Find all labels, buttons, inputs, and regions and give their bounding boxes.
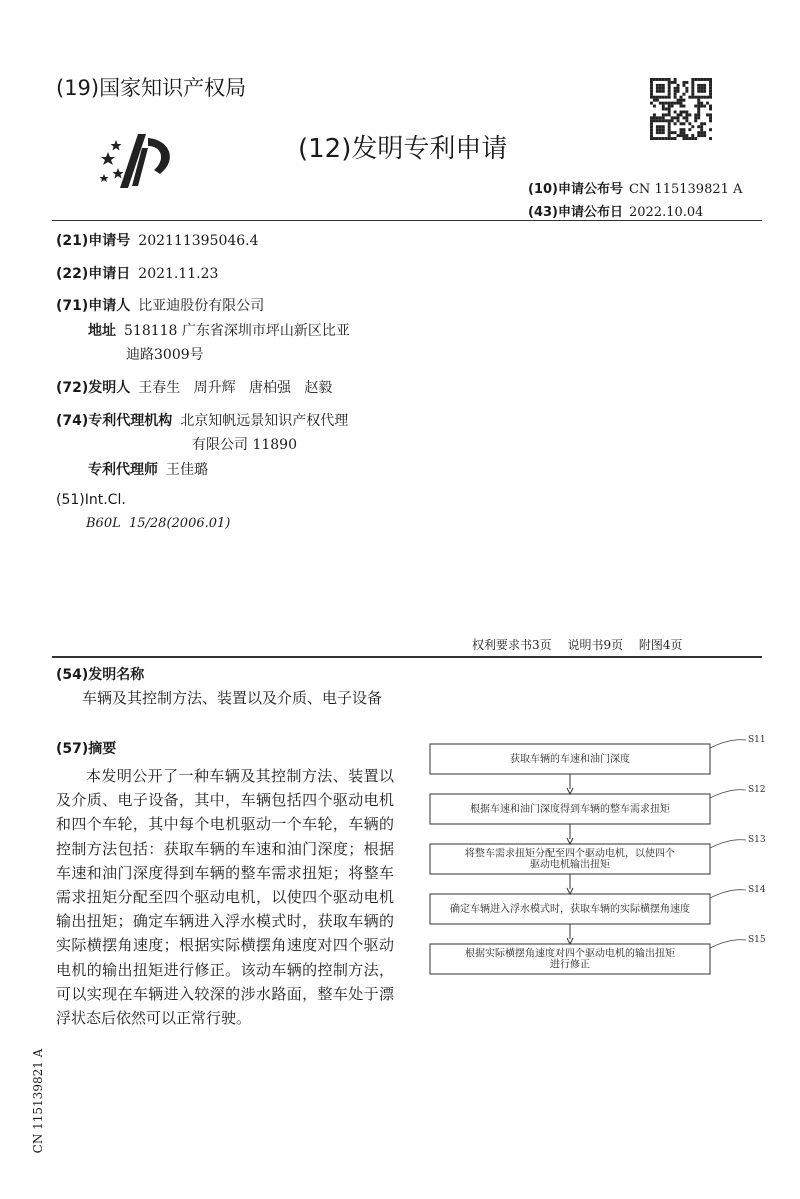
side-publication-number-text: CN 115139821 A [31, 1048, 45, 1154]
flowchart-step-id: S15 [748, 935, 766, 945]
int-cl-label: (51)Int.Cl. [56, 492, 126, 508]
flowchart-step-s12 [430, 785, 766, 824]
invention-title: 车辆及其控制方法、装置以及介质、电子设备 [82, 689, 383, 707]
publication-number-row [528, 178, 742, 197]
applicant-label: (71)申请人 [56, 298, 131, 314]
title-label: (54)发明名称 [56, 667, 145, 683]
flowchart-box-text: 获取车辆的车速和油门深度 [510, 754, 630, 765]
flowchart-box-text: 根据实际横摆角速度对四个驱动电机的输出扭矩 [465, 948, 675, 960]
section-divider [52, 656, 762, 658]
flowchart-box-text: 驱动电机输出扭矩 [530, 859, 610, 871]
flowchart-arrow [567, 824, 573, 844]
flowchart-leader-line [710, 890, 746, 898]
flowchart-box-text: 进行修正 [550, 959, 590, 971]
flowchart-step-id: S12 [748, 785, 766, 795]
int-cl-row [56, 492, 134, 508]
document-type: (12)发明专利申请 [298, 134, 508, 164]
office-name: (19)国家知识产权局 [56, 76, 247, 100]
inventors-row [56, 377, 332, 397]
flowchart-box-text: 确定车辆进入浮水模式时，获取车辆的实际横摆角速度 [450, 904, 690, 915]
flowchart-step-s15 [430, 935, 766, 974]
flowchart-step-s13 [430, 835, 766, 874]
abstract-label: (57)摘要 [56, 741, 117, 757]
flowchart-step-s11 [430, 735, 766, 774]
application-number-row [56, 230, 259, 250]
applicant-row [56, 295, 264, 315]
address-row [88, 320, 350, 340]
header-divider [52, 220, 762, 221]
agency-label: (74)专利代理机构 [56, 413, 173, 429]
inventors: 王春生 周升辉 唐柏强 赵毅 [138, 380, 333, 396]
flowchart-box-text: 根据车速和油门深度得到车辆的整车需求扭矩 [470, 804, 670, 815]
side-publication-number [26, 1040, 50, 1162]
address-line-1: 518118 广东省深圳市坪山新区比亚 [124, 323, 350, 339]
filing-date-row [56, 263, 218, 283]
flowchart-leader-line [710, 740, 746, 748]
publication-date-row [528, 201, 703, 220]
address-line-2: 迪路3009号 [126, 347, 204, 363]
agent: 王佳璐 [166, 462, 208, 478]
flowchart-step-s14 [430, 885, 766, 924]
address-label: 地址 [88, 323, 116, 339]
flowchart-leader-line [710, 790, 746, 798]
abstract-text: 本发明公开了一种车辆及其控制方法、装置以及介质、电子设备，其中，车辆包括四个驱动电机和四个车轮，其中每个电机驱动一个车轮，车辆的控制方法包括：获取车辆的车速和油门深度；根据车速和油门深度得到车辆的整车需求扭矩；将整车需求扭矩分配至四个驱动电机，以使四个驱动电机输出扭矩；确定车辆进入浮水模式时，获取车辆的实际横摆角速度；根据实际横摆角速度对四个驱动电机的输出扭矩进行修正。该动车辆的控制方法，可以实现在车辆进入较深的涉水路面，整车处于漂浮状态后依然可以正常行驶。 [56, 767, 394, 1028]
publication-number-label: (10)申请公布号 [528, 182, 623, 197]
flowchart-step-id: S14 [748, 885, 766, 895]
agency-line-1: 北京知帆远景知识产权代理 [180, 413, 349, 429]
agency-row [56, 410, 348, 430]
flowchart-leader-line [710, 840, 746, 848]
inventors-label: (72)发明人 [56, 380, 131, 396]
filing-date: 2021.11.23 [138, 266, 219, 282]
int-cl-code: B60L 15/28(2006.01) [86, 516, 231, 531]
publication-date: 2022.10.04 [628, 205, 704, 220]
flowchart-arrow [567, 774, 573, 794]
flowchart-arrow [567, 874, 573, 894]
application-number: 202111395046.4 [138, 233, 259, 249]
applicant: 比亚迪股份有限公司 [138, 298, 265, 314]
flowchart-leader-line [710, 940, 746, 948]
page-count-info: 权利要求书3页 说明书9页 附图4页 [472, 638, 683, 652]
publication-date-label: (43)申请公布日 [528, 205, 623, 220]
filing-date-label: (22)申请日 [56, 266, 131, 282]
method-flowchart [420, 734, 780, 994]
application-number-label: (21)申请号 [56, 233, 131, 249]
flowchart-step-id: S13 [748, 835, 766, 845]
flowchart-box-text: 将整车需求扭矩分配至四个驱动电机，以使四个 [465, 848, 675, 860]
qr-code-icon [650, 78, 712, 140]
cnipa-emblem-icon [98, 130, 182, 192]
flowchart-step-id: S11 [748, 735, 766, 745]
agent-row [88, 459, 208, 479]
agent-label: 专利代理师 [88, 462, 158, 478]
publication-number: CN 115139821 A [628, 182, 743, 197]
agency-line-2: 有限公司 11890 [192, 437, 297, 453]
flowchart-arrow [567, 924, 573, 944]
